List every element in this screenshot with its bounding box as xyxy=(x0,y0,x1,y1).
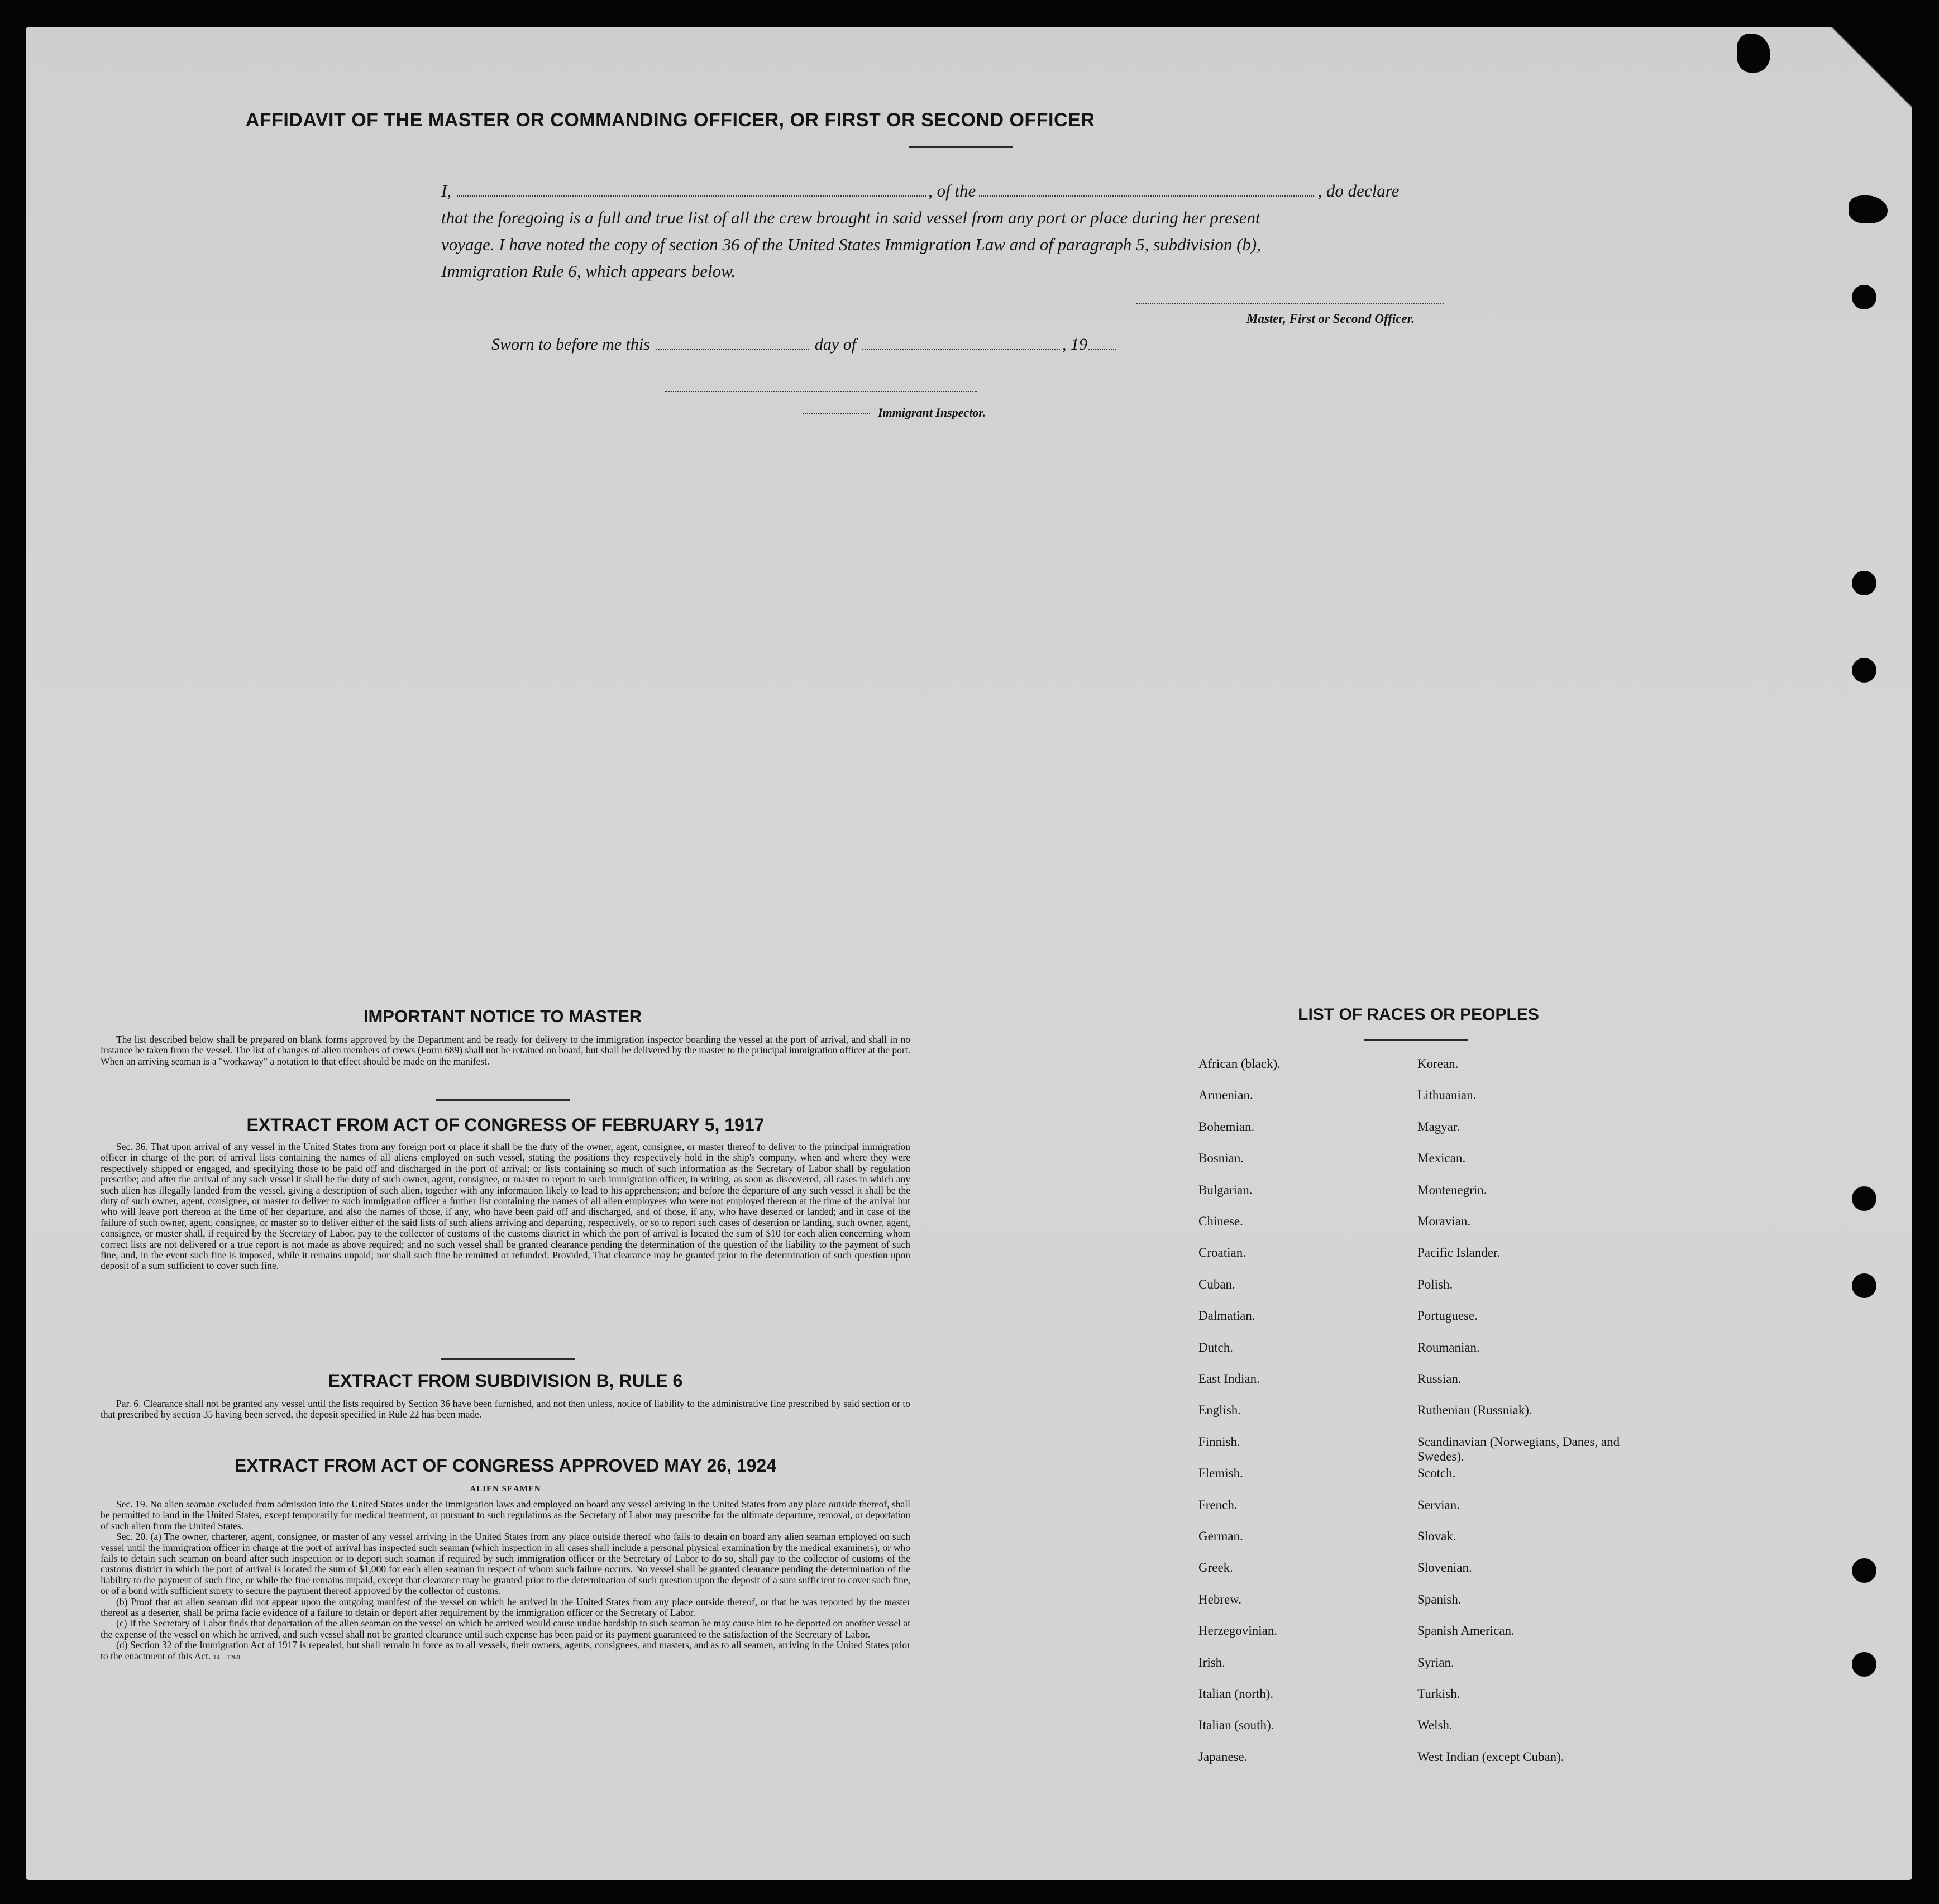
race-item: English. xyxy=(1198,1403,1241,1418)
declaration-text xyxy=(441,178,1502,285)
race-item: Dutch. xyxy=(1198,1340,1233,1354)
race-item: French. xyxy=(1198,1497,1238,1512)
sec-19-paragraph: Sec. 19. No alien seaman excluded from admission into the United States under the immigration laws and employed on board any vessel arriving in the United States from any place outside thereof, shall be permitted to land in the United States, except temporarily for medical treatment, or pursuant to such regulations as the Secretary of Labor may prescribe for the ultimate departure, removal, or deportation of such alien from the United States. xyxy=(101,1499,910,1531)
binder-hole xyxy=(1852,1558,1876,1583)
alien-seamen-heading: ALIEN SEAMEN xyxy=(470,1485,541,1493)
affidavit-title: AFFIDAVIT OF THE MASTER OR COMMANDING OFFICER, OR FIRST OR SECOND OFFICER xyxy=(245,109,1095,131)
year-prefix: , 19 xyxy=(1062,335,1088,354)
race-item: Scotch. xyxy=(1417,1466,1456,1481)
extract-1924-title: EXTRACT FROM ACT OF CONGRESS APPROVED MAY 26, 1924 xyxy=(234,1456,777,1476)
notice-text xyxy=(101,1034,910,1067)
race-item: Scandinavian (Norwegians, Danes, and Swedes). xyxy=(1417,1434,1620,1463)
race-item: Pacific Islander. xyxy=(1417,1246,1501,1260)
rule6-text xyxy=(101,1399,910,1420)
race-item: Spanish American. xyxy=(1417,1624,1515,1638)
inspector-signature-field[interactable] xyxy=(665,391,977,392)
day-of-text: day of xyxy=(814,335,857,354)
declaration-line-4: Immigration Rule 6, which appears below. xyxy=(441,261,736,281)
race-item: Magyar. xyxy=(1417,1119,1460,1134)
section-divider xyxy=(441,1358,575,1360)
declaration-line-1 xyxy=(441,178,1502,204)
binder-hole xyxy=(1852,1652,1876,1677)
race-item: Bohemian. xyxy=(1198,1119,1255,1134)
officer-signature-label: Master, First or Second Officer. xyxy=(1246,312,1415,326)
race-item: Syrian. xyxy=(1417,1655,1454,1669)
race-item: Polish. xyxy=(1417,1277,1453,1291)
race-item: Korean. xyxy=(1417,1057,1459,1071)
officer-signature-field[interactable] xyxy=(1136,303,1444,304)
do-declare-text: , do declare xyxy=(1317,181,1400,201)
race-item: Dalmatian. xyxy=(1198,1309,1255,1323)
title-divider xyxy=(909,146,1013,148)
extract-1924-text xyxy=(101,1499,910,1663)
sec-20c-paragraph: (c) If the Secretary of Labor finds that deportation of the alien seaman on the vessel on which he arrived would cause undue hardship to such seaman he may cause him to be deported on another vessel at the expense of the vessel on which he arrived, and such vessel shall not be granted clearance until such expense has been paid or its payment guaranteed to the satisfaction of the Secretary of Labor. xyxy=(101,1617,910,1640)
race-item: Croatian. xyxy=(1198,1246,1246,1260)
sworn-day-field[interactable] xyxy=(656,336,809,350)
race-item: Russian. xyxy=(1417,1372,1462,1386)
race-item: West Indian (except Cuban). xyxy=(1417,1749,1564,1764)
race-item: East Indian. xyxy=(1198,1372,1260,1386)
sworn-prefix: Sworn to before me this xyxy=(491,335,650,354)
race-item: Bulgarian. xyxy=(1198,1182,1253,1197)
race-item: Italian (south). xyxy=(1198,1718,1274,1733)
races-title: LIST OF RACES OR PEOPLES xyxy=(1298,1005,1539,1024)
declaration-line-3: voyage. I have noted the copy of section 36 of the United States Immigration Law and of paragraph 5, subdivision (b), xyxy=(441,235,1261,254)
section-divider xyxy=(436,1099,570,1101)
race-item: Mexican. xyxy=(1417,1151,1466,1166)
binder-hole xyxy=(1852,1186,1876,1211)
race-item: Cuban. xyxy=(1198,1277,1235,1291)
inspector-label: Immigrant Inspector. xyxy=(878,405,986,419)
race-item: Ruthenian (Russniak). xyxy=(1417,1403,1532,1418)
notice-title: IMPORTANT NOTICE TO MASTER xyxy=(363,1006,642,1026)
race-item: Welsh. xyxy=(1417,1718,1453,1733)
sworn-line xyxy=(491,335,1116,354)
races-divider xyxy=(1364,1039,1468,1041)
race-item: Montenegrin. xyxy=(1417,1182,1487,1197)
sworn-year-field[interactable] xyxy=(1088,336,1116,350)
sec-20d-paragraph xyxy=(101,1640,910,1663)
binder-hole xyxy=(1852,285,1876,309)
notice-paragraph: The list described below shall be prepared on blank forms approved by the Department and be ready for delivery to the immigration inspector boarding the vessel at the port of arrival, and shall in no instance be taken from the vessel. The list of changes of alien members of crews (Form 689) shall not be retained on board, but shall be delivered by the master to the principal immigration officer at the port. When an arriving seaman is a "workaway" a notation to that effect should be made on the manifest. xyxy=(101,1034,910,1067)
inspector-signature-leader xyxy=(803,413,870,414)
sec-20b-paragraph: (b) Proof that an alien seaman did not appear upon the outgoing manifest of the vessel on which he arrived in the United States from any place outside thereof, or that he was reported by the master thereof as a deserter, shall be prima facie evidence of a failure to detain or deport after requirement by the immigration officer or the Secretary of Labor. xyxy=(101,1596,910,1619)
race-item: Slovenian. xyxy=(1417,1561,1472,1575)
section-36-paragraph: Sec. 36. That upon arrival of any vessel in the United States from any foreign port or place it shall be the duty of the owner, agent, consignee, or master thereof to deliver to the principal immigration officer in charge of the port of arrival lists containing the names of all aliens employed on such vessel, stating the positions they respectively hold in the ship's company, when and where they were respectively shipped or engaged, and specifying those to be paid off and discharged in the port of arrival; or lists containing so much of such information as the Secretary of Labor shall by regulation prescribe; and after the arrival of any such vessel it shall be the duty of such owner, agent, consignee, or master to report to such immigration officer, in writing, as soon as discovered, all cases in which any such alien has illegally landed from the vessel, giving a description of such alien, together with any information likely to lead to his apprehension; and before the departure of any such vessel it shall be the duty of such owner, agent, consignee, or master to deliver to such immigration officer a further list containing the names of all alien employees who were not employed thereon at the time of the arrival but who will leave port thereon at the time of her departure, and also the names of those, if any, who have been paid off and discharged, and of those, if any, who have deserted or landed; and in case of the failure of such owner, agent, consignee, or master so to deliver either of the said lists of such aliens arriving and departing, respectively, or so to report such cases of desertion or landing, such owner, agent, consignee, or master shall, if required by the Secretary of Labor, pay to the collector of customs of the customs district in which the port of arrival is located the sum of $10 for each alien concerning whom correct lists are not delivered or a true report is not made as above required; and no such vessel shall be granted clearance pending the determination of the question of the liability to the payment of such fine, and, in the event such fine is imposed, while it remains unpaid; nor shall such fine be remitted or refunded: Provided, That clearance may be granted prior to the determination of such question upon deposit of a sum sufficient to cover such fine. xyxy=(101,1141,910,1272)
race-item: Irish. xyxy=(1198,1655,1225,1669)
race-item: Finnish. xyxy=(1198,1434,1240,1449)
race-item: Lithuanian. xyxy=(1417,1088,1477,1103)
race-item: Spanish. xyxy=(1417,1592,1462,1606)
form-number: 14—1260 xyxy=(213,1653,240,1661)
binder-hole xyxy=(1852,571,1876,595)
race-item: Turkish. xyxy=(1417,1687,1460,1701)
extract-1917-text xyxy=(101,1142,910,1272)
race-item: Greek. xyxy=(1198,1561,1233,1575)
declarant-name-field[interactable] xyxy=(457,183,926,197)
of-the-text: , of the xyxy=(928,181,976,201)
race-item: Moravian. xyxy=(1417,1214,1471,1228)
rule6-paragraph: Par. 6. Clearance shall not be granted any vessel until the lists required by Section 36 have been furnished, and not then unless, notice of liability to the administrative fine prescribed by said section or to that prescribed by section 35 having been served, the deposit specified in Rule 22 has been made. xyxy=(101,1398,910,1420)
race-item: Portuguese. xyxy=(1417,1309,1478,1323)
race-item: Hebrew. xyxy=(1198,1592,1242,1606)
binder-hole xyxy=(1852,1273,1876,1298)
race-item: Herzegovinian. xyxy=(1198,1624,1278,1638)
rule6-title: EXTRACT FROM SUBDIVISION B, RULE 6 xyxy=(328,1371,683,1391)
race-item: Italian (north). xyxy=(1198,1687,1274,1701)
extract-1917-title: EXTRACT FROM ACT OF CONGRESS OF FEBRUARY 5, 1917 xyxy=(246,1115,765,1135)
race-item: Armenian. xyxy=(1198,1088,1253,1103)
race-item: Slovak. xyxy=(1417,1529,1456,1543)
race-item: German. xyxy=(1198,1529,1243,1543)
race-item: Servian. xyxy=(1417,1497,1460,1512)
declarant-prefix: I, xyxy=(441,181,452,201)
race-item: African (black). xyxy=(1198,1057,1281,1071)
sworn-month-field[interactable] xyxy=(862,336,1060,350)
vessel-name-field[interactable] xyxy=(979,183,1314,197)
ink-blot xyxy=(1849,195,1888,223)
race-item: Flemish. xyxy=(1198,1466,1243,1481)
race-item: Roumanian. xyxy=(1417,1340,1480,1354)
sec-20a-paragraph: Sec. 20. (a) The owner, charterer, agent, consignee, or master of any vessel arriving in the United States from any place outside thereof who fails to detain on board any alien seaman employed on such vessel until the immigration officer in charge at the port of arrival has inspected such seaman (which inspection in all cases shall include a personal physical examination by the medical examiners), or who fails to detain such seaman on board after such inspection or to deport such seaman if required by such immigration officer or the Secretary of Labor to do so, shall pay to the collector of customs of the customs district in which the port of arrival is located the sum of $1,000 for each alien seaman in respect of whom such failure occurs. No vessel shall be granted clearance pending the determination of the liability to the payment of such fine, or while the fine remains unpaid, except that clearance may be granted prior to the determination of such question upon the deposit of a sum sufficient to cover such fine, or of a bond with sufficient surety to secure the payment thereof approved by the collector of customs. xyxy=(101,1531,910,1597)
race-item: Chinese. xyxy=(1198,1214,1243,1228)
declaration-line-2: that the foregoing is a full and true list of all the crew brought in said vessel from any port or place during her present xyxy=(441,208,1260,227)
race-item: Bosnian. xyxy=(1198,1151,1244,1166)
binder-hole xyxy=(1852,658,1876,683)
sec-20d-text: (d) Section 32 of the Immigration Act of 1917 is repealed, but shall remain in force as to all vessels, their owners, agents, consignees, and masters, and as to all seamen, arriving in the United States prior to the enactment of this Act. xyxy=(101,1639,910,1662)
race-item: Japanese. xyxy=(1198,1749,1248,1764)
